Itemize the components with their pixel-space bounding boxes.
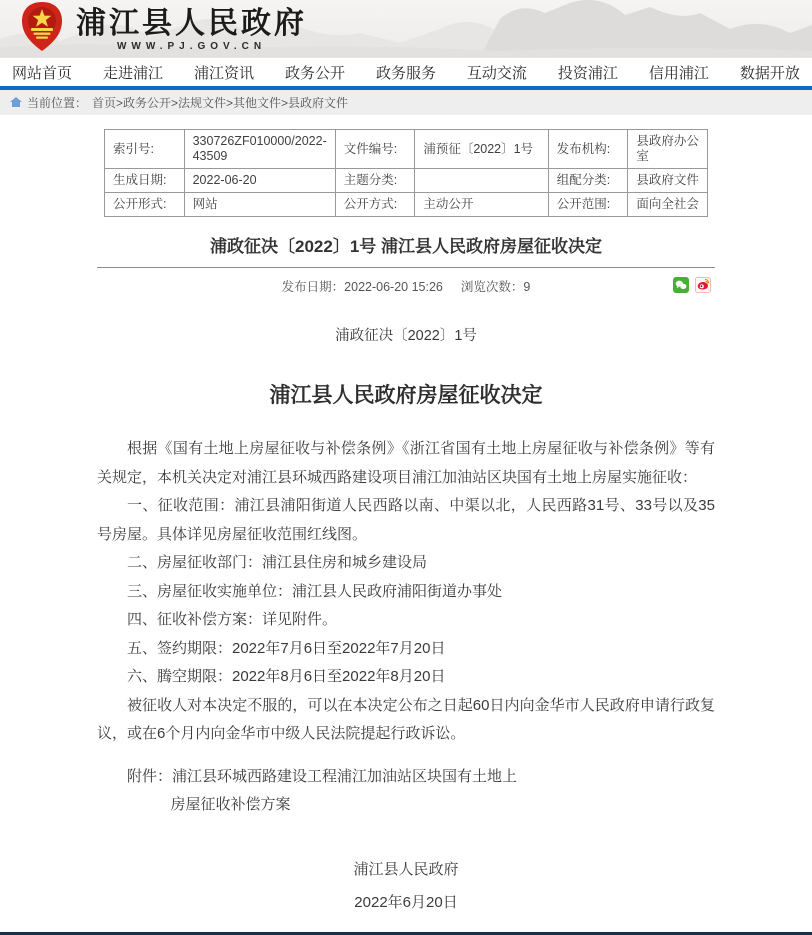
doc-paragraph: 五、签约期限：2022年7月6日至2022年7月20日	[127, 639, 446, 657]
attachment-block	[97, 763, 715, 820]
info-value-cell: 面向全社会	[628, 193, 708, 217]
document-body	[97, 435, 715, 749]
info-row	[105, 193, 708, 217]
info-label-cell: 发布机构:	[548, 130, 628, 169]
info-value-cell: 网站	[184, 193, 335, 217]
publish-date: 发布日期：2022-06-20 15:26	[281, 280, 443, 294]
attachment-line-2: 房屋征收补偿方案	[170, 796, 291, 813]
info-label-cell: 文件编号:	[335, 130, 415, 169]
info-value-cell: 县政府文件	[628, 169, 708, 193]
info-value-cell: 主动公开	[415, 193, 548, 217]
title-divider	[97, 267, 715, 268]
nav-item-investment[interactable]: 投资浦江	[557, 64, 618, 82]
signature-issuer: 浦江县人民政府	[353, 860, 459, 878]
page-title: 浦政征决〔2022〕1号 浦江县人民政府房屋征收决定	[210, 237, 602, 256]
signature-date: 2022年6月20日	[354, 893, 458, 911]
site-logo[interactable]	[20, 1, 307, 58]
info-row	[105, 130, 708, 169]
weibo-share-icon[interactable]	[695, 277, 711, 293]
national-emblem-icon	[20, 1, 64, 58]
info-label-cell: 主题分类:	[335, 169, 415, 193]
doc-paragraph: 四、征收补偿方案：详见附件。	[127, 611, 338, 628]
signature-block	[97, 858, 715, 912]
article-meta	[97, 277, 715, 294]
info-label-cell: 组配分类:	[548, 169, 628, 193]
info-label-cell: 公开范围:	[548, 193, 628, 217]
breadcrumb-path[interactable]: 首页>政务公开>法规文件>其他文件>县政府文件	[92, 96, 349, 110]
info-label-cell: 生成日期:	[105, 169, 185, 193]
share-icons	[673, 277, 711, 293]
site-url: WWW.PJ.GOV.CN	[116, 41, 267, 52]
main-nav	[0, 58, 812, 90]
doc-paragraph: 根据《国有土地上房屋征收与补偿条例》《浙江省国有土地上房屋征收与补偿条例》等有关规定，本机关决定对浦江县环城西路建设项目浦江加油站区块国有土地上房屋实施征收：	[97, 440, 715, 486]
site-header	[0, 0, 812, 58]
document-number: 浦政征决〔2022〕1号	[335, 328, 477, 344]
wechat-share-icon[interactable]	[673, 277, 689, 293]
info-value-cell: 2022-06-20	[184, 169, 335, 193]
document-title: 浦江县人民政府房屋征收决定	[269, 384, 543, 407]
info-value-cell: 330726ZF010000/2022-43509	[184, 130, 335, 169]
view-count: 浏览次数：9	[460, 280, 531, 294]
nav-item-news[interactable]: 浦江资讯	[193, 64, 254, 82]
doc-paragraph: 二、房屋征收部门：浦江县住房和城乡建设局	[127, 554, 428, 571]
home-icon	[10, 97, 22, 108]
site-title: 浦江县人民政府	[76, 7, 307, 40]
doc-paragraph: 一、征收范围：浦江县浦阳街道人民西路以南、中渠以北，人民西路31号、33号以及35号房屋。具体详见房屋征收范围红线图。	[97, 497, 715, 543]
info-label-cell: 公开方式:	[335, 193, 415, 217]
nav-item-interaction[interactable]: 互动交流	[466, 64, 527, 82]
info-value-cell: 县政府办公室	[628, 130, 708, 169]
content-area	[97, 129, 715, 912]
info-label-cell: 公开形式:	[105, 193, 185, 217]
doc-paragraph: 被征收人对本决定不服的，可以在本决定公布之日起60日内向金华市人民政府申请行政复议，或在6个月内向金华市中级人民法院提起行政诉讼。	[97, 696, 715, 742]
document-info-table	[104, 129, 708, 217]
nav-item-about-pujiang[interactable]: 走进浦江	[102, 64, 163, 82]
attachment-line-1: 附件：浦江县环城西路建设工程浦江加油站区块国有土地上	[127, 767, 518, 785]
nav-item-gov-services[interactable]: 政务服务	[375, 64, 436, 82]
nav-item-open-data[interactable]: 数据开放	[739, 64, 800, 82]
doc-paragraph: 六、腾空期限：2022年8月6日至2022年8月20日	[127, 668, 446, 685]
breadcrumb	[0, 90, 812, 115]
breadcrumb-label: 当前位置：	[27, 96, 88, 110]
info-label-cell: 索引号:	[105, 130, 185, 169]
info-row	[105, 169, 708, 193]
nav-item-gov-info[interactable]: 政务公开	[284, 64, 345, 82]
info-value-cell: 浦预征〔2022〕1号	[415, 130, 548, 169]
nav-item-credit[interactable]: 信用浦江	[648, 64, 709, 82]
doc-paragraph: 三、房屋征收实施单位：浦江县人民政府浦阳街道办事处	[127, 582, 503, 600]
nav-item-home[interactable]: 网站首页	[12, 64, 73, 82]
info-value-cell	[415, 169, 548, 193]
